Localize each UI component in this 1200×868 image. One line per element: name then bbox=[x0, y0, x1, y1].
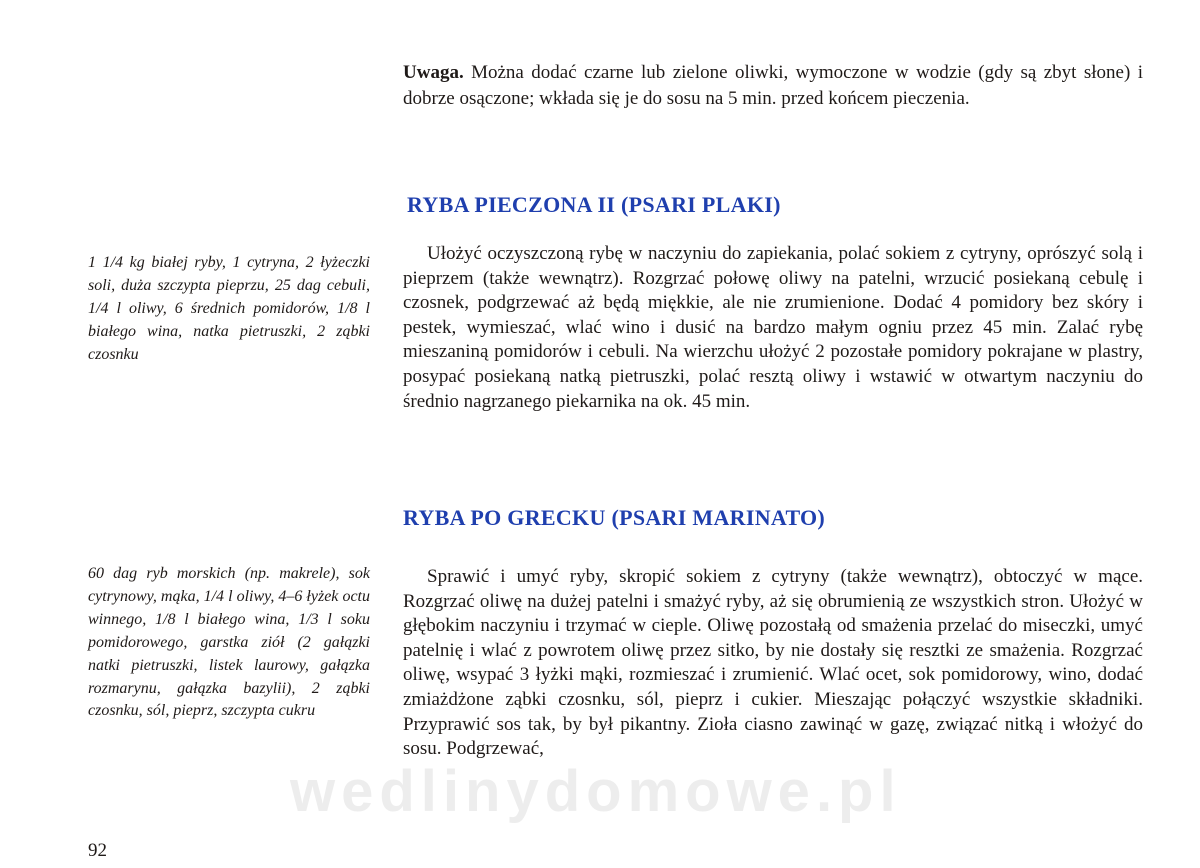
watermark-text: wedlinydomowe.pl bbox=[290, 759, 902, 824]
note-text: Można dodać czarne lub zielone oliwki, wymoczone w wodzie (gdy są zbyt słone) i dobrze osączone; wkłada się je do sosu na 5 min. przed końcem pieczenia. bbox=[403, 62, 1143, 109]
instructions-ryba-po-grecku: Sprawić i umyć ryby, skropić sokiem z cytryny (także wewnątrz), obtoczyć w mące. Rozgrzać oliwę na dużej patelni i smażyć ryby, aż się obrumienią ze wszystkich stron. Ułożyć w głębokim naczyniu i trzymać w cieple. Oliwę pozostałą od smażenia przelać do miseczki, umyć patelnię i wlać z powrotem oliwę przez sitko, by nie dostały się resztki ze smażenia. Rozgrzać oliwę, wsypać 3 łyżki mąki, rozmieszać i zrumienić. Wlać ocet, sok pomidorowy, wino, dodać zmiażdżone ząbki czosnku, sól, pieprz i cukier. Mieszając połączyć wszystkie składniki. Przyprawić sos tak, by był pikantny. Zioła ciasno zawinąć w gazę, związać nitką i włożyć do sosu. Podgrzewać, bbox=[403, 566, 1143, 760]
ingredients-ryba-pieczona: 1 1/4 kg białej ryby, 1 cytryna, 2 łyżeczki soli, duża szczypta pieprzu, 25 dag cebuli, 1/4 l oliwy, 6 średnich pomidorów, 1/8 l białego wina, natka pietruszki, 2 ząbki czosnku bbox=[88, 254, 370, 363]
note-label: Uwaga. bbox=[403, 62, 464, 83]
instructions-ryba-pieczona: Ułożyć oczyszczoną rybę w naczyniu do zapiekania, polać sokiem z cytryny, oprószyć solą i pieprzem (także wewnątrz). Rozgrzać połowę oliwy na patelni, wrzucić posiekaną cebulę i czosnek, podgrzewać aż będą miękkie, ale nie zrumienione. Dodać 4 pomidory bez skóry i pestek, wymieszać, wlać wino i dusić na bardzo małym ogniu przez 45 min. Zalać rybę mieszaniną pomidorów i cebuli. Na wierzchu ułożyć 2 pozostałe pomidory pokrajane w plastry, posypać posiekaną natką pietruszki, polać resztą oliwy i wstawić w otwartym naczyniu do średnio nagrzanego piekarnika na ok. 45 min. bbox=[403, 243, 1143, 412]
recipe-title-ryba-po-grecku: RYBA PO GRECKU (PSARI MARINATO) bbox=[403, 505, 826, 530]
ingredients-ryba-po-grecku: 60 dag ryb morskich (np. makrele), sok cytrynowy, mąka, 1/4 l oliwy, 4–6 łyżek octu winnego, 1/8 l białego wina, 1/3 l soku pomidorowego, garstka ziół (2 gałązki natki pietruszki, listek laurowy, gałązka rozmarynu, gałązka bazylii), 2 ząbki czosnku, sól, pieprz, szczypta cukru bbox=[88, 565, 370, 720]
page-number: 92 bbox=[88, 840, 107, 861]
recipe-title-ryba-pieczona: RYBA PIECZONA II (PSARI PLAKI) bbox=[407, 192, 781, 217]
note-paragraph bbox=[403, 60, 1143, 112]
